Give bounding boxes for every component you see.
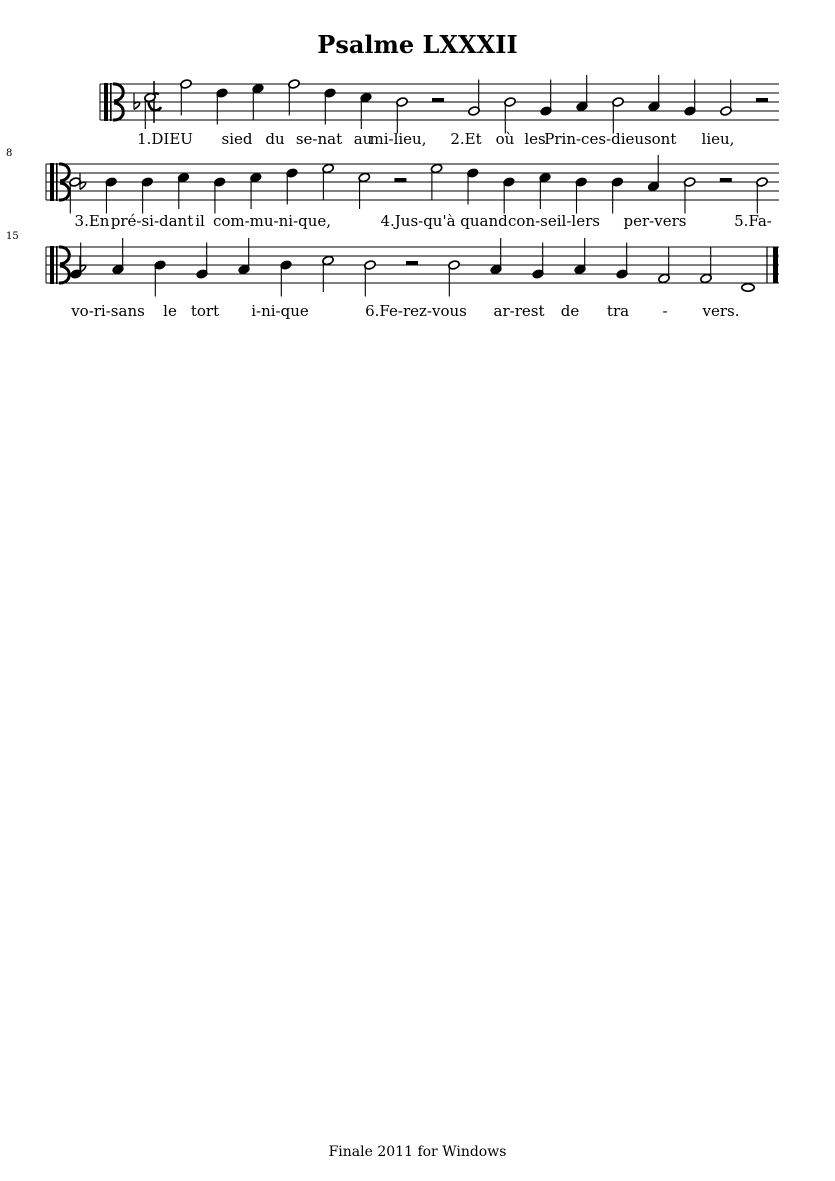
lyric-syllable: lieu, <box>701 130 735 148</box>
lyric-syllable: où <box>495 130 515 148</box>
lyric-syllable: se-nat <box>295 130 343 148</box>
note <box>503 177 515 214</box>
note <box>611 177 623 214</box>
lyric-syllable: sied <box>221 130 253 148</box>
note <box>684 80 696 117</box>
note <box>364 260 376 297</box>
note <box>69 177 81 214</box>
note <box>575 177 587 214</box>
footer-credit: Finale 2011 for Windows <box>328 1144 507 1160</box>
lyric-syllable: con-seil-lers <box>508 212 600 230</box>
lyric-syllable: 2.Et <box>450 130 482 148</box>
note <box>468 80 480 117</box>
lyric-syllable: les <box>524 130 546 148</box>
lyric-syllable: le <box>163 302 177 320</box>
piece-title: Psalme LXXXII <box>317 30 518 59</box>
lyric-syllable: 4.Jus-qu'à <box>380 212 456 230</box>
note <box>288 79 300 116</box>
half-rest <box>406 261 418 265</box>
note <box>504 97 516 134</box>
note <box>105 177 117 214</box>
note <box>280 260 292 297</box>
note <box>286 168 298 205</box>
note <box>196 243 208 280</box>
note <box>756 177 768 214</box>
notehead <box>742 284 754 291</box>
lyric-syllable: vo-ri-sans <box>71 302 145 320</box>
note <box>720 80 732 117</box>
lyric-syllable: 5.Fa- <box>734 212 772 230</box>
lyric-syllable: quand <box>460 212 508 230</box>
half-rest <box>720 178 732 182</box>
note <box>141 177 153 214</box>
half-rest <box>756 98 768 102</box>
note <box>683 177 695 214</box>
note <box>70 243 82 280</box>
lyric-syllable: vers. <box>702 302 740 320</box>
note <box>396 97 408 134</box>
note <box>616 243 628 280</box>
note <box>532 243 544 280</box>
lyric-syllable: il <box>195 212 205 230</box>
note <box>324 88 336 125</box>
staff-system-1 <box>100 75 779 148</box>
lyric-syllable: de <box>560 302 580 320</box>
lyric-syllable: tra <box>606 302 630 320</box>
flat-key-signature <box>134 93 140 110</box>
note <box>742 284 754 291</box>
lyric-syllable: tort <box>190 302 220 320</box>
lyric-syllable: per-vers <box>623 212 687 230</box>
note <box>540 80 552 117</box>
lyric-syllable: ont <box>651 130 677 148</box>
measure-number: 8 <box>6 148 13 159</box>
lyric-syllable: ar-rest <box>493 302 545 320</box>
note <box>612 97 624 134</box>
staff-system-3 <box>6 231 779 320</box>
lyric-syllable: Prin-ces-dieus <box>544 130 652 148</box>
measure-number: 15 <box>6 231 19 242</box>
lyric-syllable: du <box>265 130 285 148</box>
staff-system-2 <box>6 148 779 230</box>
lyric-syllable: 3.En <box>74 212 110 230</box>
note <box>448 260 460 297</box>
lyric-syllable: - <box>662 302 668 320</box>
lyric-syllable: mi-lieu, <box>369 130 427 148</box>
note <box>180 79 192 116</box>
half-rest <box>432 98 444 102</box>
lyric-syllable: 1.DIEU <box>137 130 193 148</box>
lyric-syllable: com-mu-ni-que, <box>212 212 332 230</box>
note <box>213 177 225 214</box>
note <box>154 260 166 297</box>
note <box>466 168 478 205</box>
lyric-syllable: 6.Fe-rez-vous <box>365 302 467 320</box>
half-rest <box>394 178 406 182</box>
note <box>216 88 228 125</box>
lyric-syllable: i-ni-que <box>251 302 309 320</box>
lyric-syllable: pré-si-dant <box>110 212 194 230</box>
lyric-syllable: au <box>353 130 373 148</box>
final-barline-thick <box>773 247 778 283</box>
